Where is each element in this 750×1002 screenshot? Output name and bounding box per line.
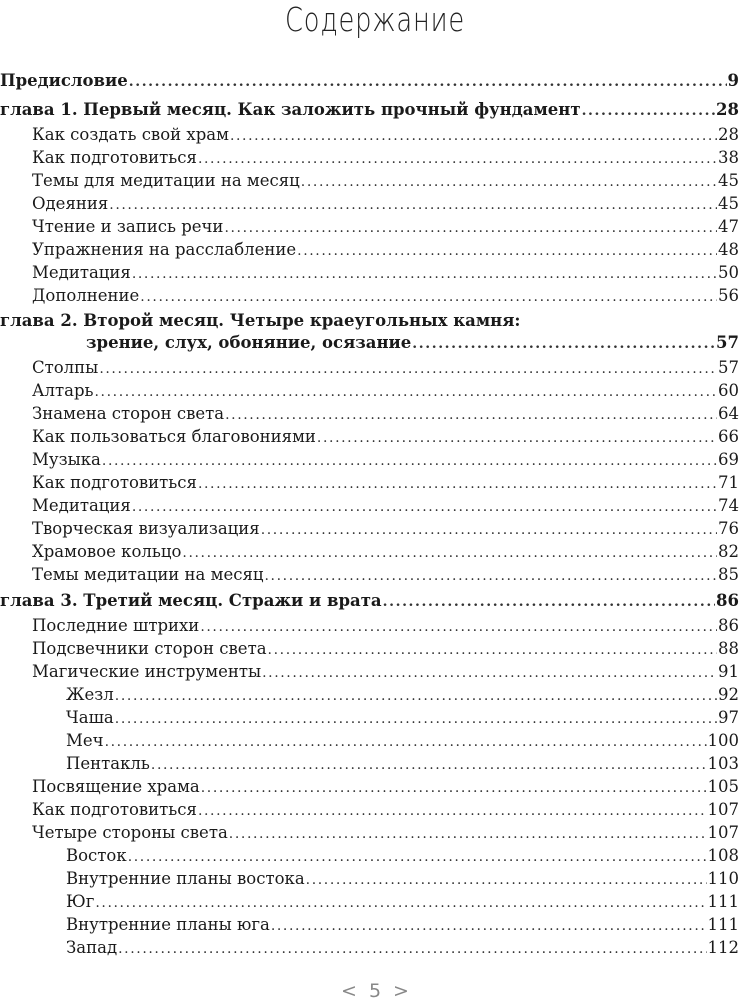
toc-entry-page: 64	[718, 404, 739, 423]
toc-entry-page: 60	[718, 381, 739, 400]
toc-entry-page: 91	[718, 662, 739, 681]
toc-entry	[32, 615, 739, 637]
dot-leader	[268, 639, 717, 661]
toc-entry-title: Медитация	[32, 496, 131, 515]
page-number: 5	[368, 980, 382, 1002]
dot-leader	[115, 708, 717, 730]
toc-entry-page: 45	[718, 171, 739, 190]
toc-entry	[66, 868, 739, 890]
dot-leader	[412, 333, 715, 355]
toc-entry-title: Дополнение	[32, 286, 140, 305]
toc-entry-page: 76	[718, 519, 739, 538]
toc-entry	[32, 799, 739, 821]
toc-entry-page: 28	[718, 125, 739, 144]
toc-entry	[32, 170, 739, 192]
toc-entry-page: 28	[716, 100, 739, 119]
toc-entry-title: Медитация	[32, 263, 131, 282]
dot-leader	[132, 263, 717, 285]
toc-entry	[66, 684, 739, 706]
toc-entry-page: 108	[707, 846, 739, 865]
toc-entry	[66, 707, 739, 729]
toc-entry-title: глава 2. Второй месяц. Четыре краеугольных камня:	[0, 311, 521, 330]
toc-entry-page: 92	[718, 685, 739, 704]
toc-entry-title: Как подготовиться	[32, 473, 197, 492]
dot-leader	[182, 542, 717, 564]
toc-entry	[32, 216, 739, 238]
toc-entry-page: 100	[707, 731, 739, 750]
toc-entry-page: 57	[716, 333, 739, 352]
dot-leader	[198, 473, 717, 495]
toc-entry	[32, 124, 739, 146]
toc-entry	[32, 564, 739, 586]
toc-entry-page: 57	[718, 358, 739, 377]
toc-entry-page: 111	[707, 892, 739, 911]
toc-entry-page: 69	[718, 450, 739, 469]
toc-entry-page: 74	[718, 496, 739, 515]
dot-leader	[383, 591, 715, 613]
dot-leader	[102, 450, 717, 472]
toc-entry-title: Пентакль	[66, 754, 150, 773]
toc-entry-page: 86	[718, 616, 739, 635]
toc-entry-title: Посвящение храма	[32, 777, 200, 796]
dot-leader	[582, 100, 715, 122]
page-title: Содержание	[285, 0, 465, 39]
dot-leader	[95, 381, 718, 403]
toc-entry	[32, 426, 739, 448]
dot-leader	[140, 286, 717, 308]
toc-entry-page: 103	[707, 754, 739, 773]
toc-entry-page: 45	[718, 194, 739, 213]
dot-leader	[99, 358, 717, 380]
toc-entry	[66, 937, 739, 959]
dot-leader	[118, 938, 706, 960]
toc-entry-title: Музыка	[32, 450, 101, 469]
dot-leader	[301, 171, 717, 193]
toc-entry-title: Запад	[66, 938, 118, 957]
toc-entry-page: 107	[707, 823, 739, 842]
toc-entry	[32, 822, 739, 844]
toc-entry-page: 110	[707, 869, 739, 888]
toc-entry-title: Упражнения на расслабление	[32, 240, 297, 259]
toc-entry-page: 38	[718, 148, 739, 167]
dot-leader	[151, 754, 707, 776]
toc-entry-title: глава 1. Первый месяц. Как заложить прочный фундамент	[0, 100, 581, 119]
dot-leader	[129, 71, 727, 93]
dot-leader	[297, 240, 717, 262]
toc-entry-title: Темы медитации на месяц	[32, 565, 264, 584]
dot-leader	[95, 892, 706, 914]
dot-leader	[201, 777, 707, 799]
toc-entry-title: Чаша	[66, 708, 114, 727]
toc-entry	[66, 891, 739, 913]
dot-leader	[105, 731, 707, 753]
toc-entry-page: 71	[718, 473, 739, 492]
toc-entry-title: глава 3. Третий месяц. Стражи и врата	[0, 591, 382, 610]
toc-entry-page: 56	[718, 286, 739, 305]
toc-entry-page: 105	[707, 777, 739, 796]
toc-entry-title: Творческая визуализация	[32, 519, 260, 538]
dot-leader	[225, 404, 717, 426]
toc-entry	[32, 285, 739, 307]
toc-entry	[32, 357, 739, 379]
toc-entry-page: 112	[707, 938, 739, 957]
dot-leader	[230, 125, 717, 147]
chevron-left-icon: <	[341, 980, 357, 1002]
toc-entry	[32, 472, 739, 494]
toc-entry-title: Как подготовиться	[32, 800, 197, 819]
toc-entry-page: 85	[718, 565, 739, 584]
toc-entry-title: Внутренние планы юга	[66, 915, 270, 934]
toc-entry-title: Столпы	[32, 358, 99, 377]
toc-entry-page: 86	[716, 591, 739, 610]
toc-entry-title: Внутренние планы востока	[66, 869, 305, 888]
toc-entry-title: Юг	[66, 892, 95, 911]
dot-leader	[109, 194, 717, 216]
toc-entry	[32, 541, 739, 563]
page-number-footer	[0, 981, 750, 1001]
dot-leader	[271, 915, 707, 937]
toc-entry	[32, 638, 739, 660]
toc-entry-title: Как создать свой храм	[32, 125, 229, 144]
toc-entry	[0, 99, 739, 121]
toc-entry-title: Магические инструменты	[32, 662, 262, 681]
toc-entry	[0, 70, 739, 92]
dot-leader	[229, 823, 707, 845]
dot-leader	[261, 519, 717, 541]
toc-entry-title: Как подготовиться	[32, 148, 197, 167]
toc-entry-title: Храмовое кольцо	[32, 542, 182, 561]
dot-leader	[115, 685, 717, 707]
dot-leader	[198, 800, 707, 822]
toc-entry-title: зрение, слух, обоняние, осязание	[86, 333, 412, 352]
toc-entry-title: Как пользоваться благовониями	[32, 427, 316, 446]
toc-entry	[32, 239, 739, 261]
toc-entry-title: Восток	[66, 846, 127, 865]
dot-leader	[198, 148, 717, 170]
toc-entry	[32, 193, 739, 215]
toc-entry-page: 82	[718, 542, 739, 561]
toc-entry-title: Предисловие	[0, 71, 128, 90]
toc-entry	[32, 661, 739, 683]
toc-entry-title: Четыре стороны света	[32, 823, 228, 842]
chevron-right-icon: >	[393, 980, 409, 1002]
toc-entry	[32, 147, 739, 169]
toc-entry	[32, 518, 739, 540]
dot-leader	[265, 565, 718, 587]
toc-entry	[32, 262, 739, 284]
toc-entry-title: Алтарь	[32, 381, 94, 400]
toc-entry	[32, 449, 739, 471]
toc-entry-title: Темы для медитации на месяц	[32, 171, 300, 190]
toc-entry-page: 47	[718, 217, 739, 236]
toc-entry-title: Последние штрихи	[32, 616, 200, 635]
toc-entry-page: 111	[707, 915, 739, 934]
toc-entry	[66, 914, 739, 936]
toc-entry	[66, 730, 739, 752]
toc-entry-title: Подсвечники сторон света	[32, 639, 267, 658]
toc-entry	[66, 753, 739, 775]
dot-leader	[262, 662, 717, 684]
toc-entry-page: 66	[718, 427, 739, 446]
toc-entry	[0, 590, 739, 612]
toc-entry-page: 88	[718, 639, 739, 658]
toc-entry-page: 48	[718, 240, 739, 259]
toc-entry-title: Знамена сторон света	[32, 404, 225, 423]
dot-leader	[317, 427, 717, 449]
toc-entry-title: Одеяния	[32, 194, 109, 213]
toc-entry	[32, 776, 739, 798]
dot-leader	[132, 496, 717, 518]
toc-entry-page: 9	[727, 71, 739, 90]
toc-entry	[32, 380, 739, 402]
toc-entry-title: Чтение и запись речи	[32, 217, 224, 236]
toc-entry-title: Жезл	[66, 685, 114, 704]
toc-entry	[0, 310, 739, 332]
toc-entry	[0, 332, 739, 354]
toc-entry	[66, 845, 739, 867]
dot-leader	[200, 616, 717, 638]
dot-leader	[128, 846, 707, 868]
toc-entry-title: Меч	[66, 731, 104, 750]
toc-entry-page: 97	[718, 708, 739, 727]
dot-leader	[306, 869, 707, 891]
toc-entry	[32, 495, 739, 517]
toc-entry	[32, 403, 739, 425]
toc-entry-page: 107	[707, 800, 739, 819]
toc-entry-page: 50	[718, 263, 739, 282]
dot-leader	[224, 217, 717, 239]
